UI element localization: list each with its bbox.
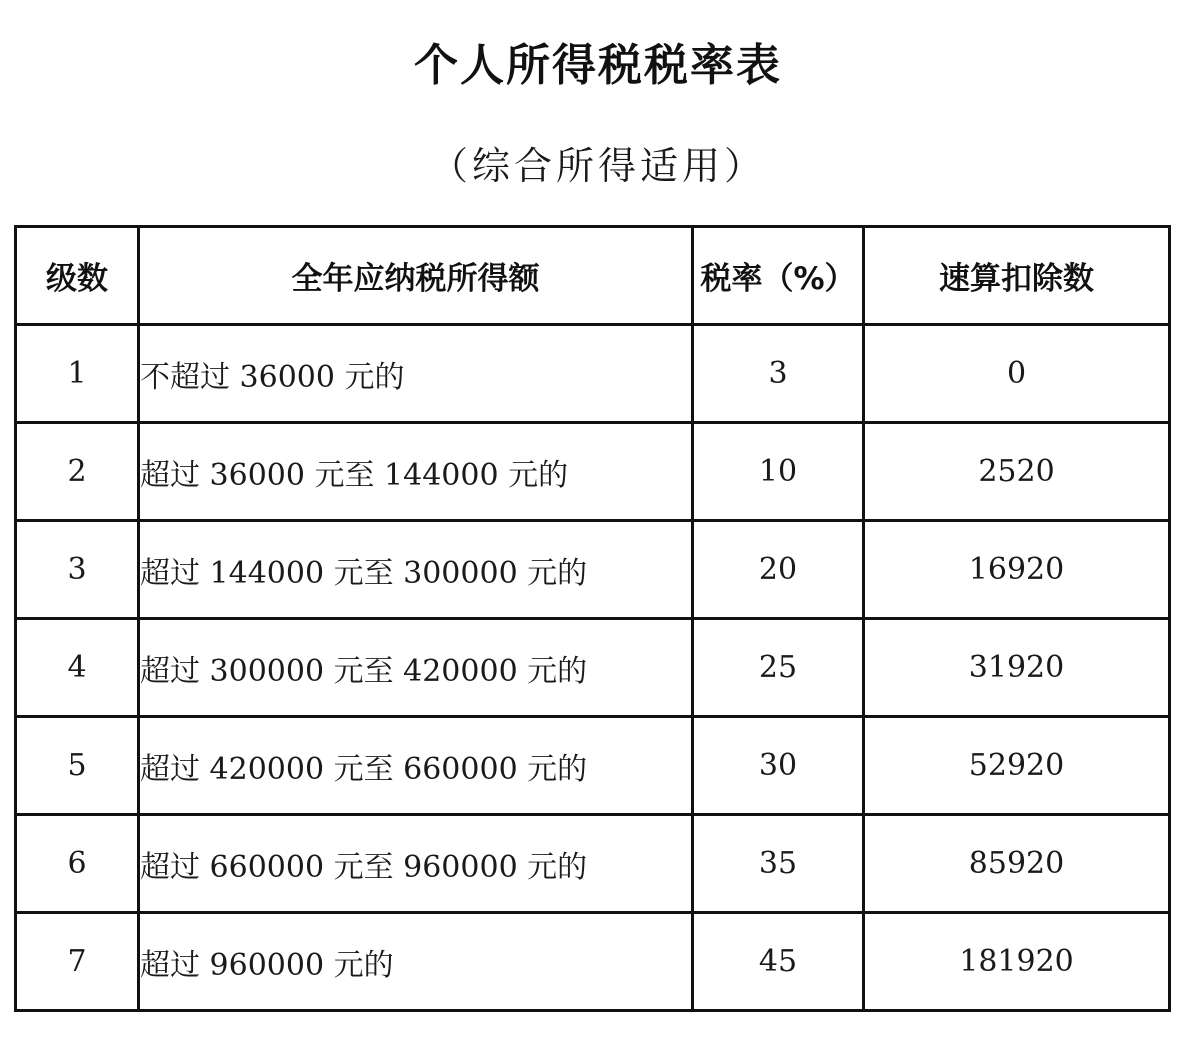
cell-quick-deduction: 0 xyxy=(864,325,1170,423)
cell-tax-rate: 45 xyxy=(693,913,864,1011)
cell-level: 1 xyxy=(16,325,139,423)
cell-tax-rate: 3 xyxy=(693,325,864,423)
cell-income-range: 超过 300000 元至 420000 元的 xyxy=(139,619,693,717)
cell-income-range: 超过 144000 元至 300000 元的 xyxy=(139,521,693,619)
table-row xyxy=(16,423,1170,521)
header-tax-rate: 税率（%） xyxy=(693,227,864,325)
cell-quick-deduction: 85920 xyxy=(864,815,1170,913)
cell-income-range: 超过 420000 元至 660000 元的 xyxy=(139,717,693,815)
table-row xyxy=(16,619,1170,717)
cell-level: 2 xyxy=(16,423,139,521)
table-row xyxy=(16,913,1170,1011)
page-subtitle: （综合所得适用） xyxy=(429,144,766,188)
cell-tax-rate: 25 xyxy=(693,619,864,717)
page-title: 个人所得税税率表 xyxy=(414,40,782,91)
header-level: 级数 xyxy=(16,227,139,325)
cell-quick-deduction: 31920 xyxy=(864,619,1170,717)
header-taxable-income: 全年应纳税所得额 xyxy=(139,227,693,325)
table-row xyxy=(16,325,1170,423)
cell-income-range: 不超过 36000 元的 xyxy=(139,325,693,423)
cell-level: 3 xyxy=(16,521,139,619)
cell-income-range: 超过 660000 元至 960000 元的 xyxy=(139,815,693,913)
cell-income-range: 超过 36000 元至 144000 元的 xyxy=(139,423,693,521)
cell-level: 6 xyxy=(16,815,139,913)
header-quick-deduction: 速算扣除数 xyxy=(864,227,1170,325)
cell-quick-deduction: 52920 xyxy=(864,717,1170,815)
cell-tax-rate: 10 xyxy=(693,423,864,521)
table-header-row xyxy=(16,227,1170,325)
cell-tax-rate: 20 xyxy=(693,521,864,619)
cell-level: 5 xyxy=(16,717,139,815)
table-row xyxy=(16,717,1170,815)
cell-tax-rate: 30 xyxy=(693,717,864,815)
table-row xyxy=(16,521,1170,619)
cell-level: 4 xyxy=(16,619,139,717)
cell-quick-deduction: 16920 xyxy=(864,521,1170,619)
table-row xyxy=(16,815,1170,913)
cell-quick-deduction: 181920 xyxy=(864,913,1170,1011)
cell-level: 7 xyxy=(16,913,139,1011)
cell-tax-rate: 35 xyxy=(693,815,864,913)
cell-income-range: 超过 960000 元的 xyxy=(139,913,693,1011)
tax-rate-table xyxy=(14,225,1171,1012)
cell-quick-deduction: 2520 xyxy=(864,423,1170,521)
